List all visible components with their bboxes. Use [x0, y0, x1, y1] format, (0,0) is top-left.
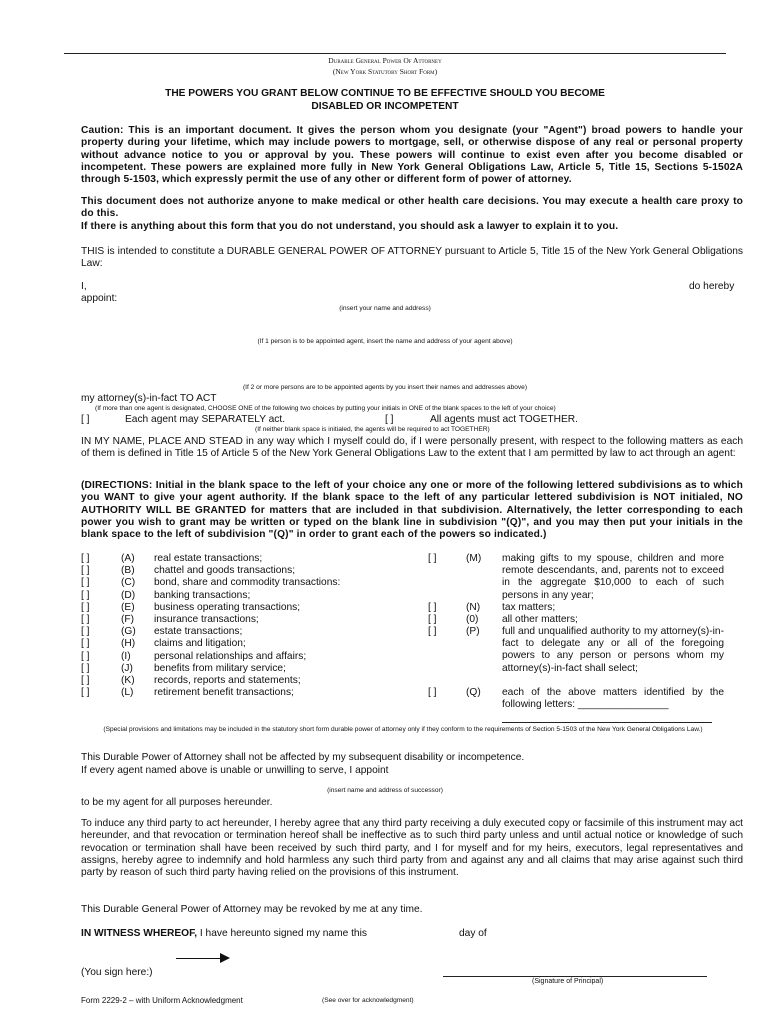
revocable-statement: This Durable General Power of Attorney may be revoked by me at any time. — [81, 904, 423, 915]
neither-note: (If neither blank space is initialed, the agents will be required to act TOGETHER) — [255, 426, 490, 433]
power-q-text: each of the above matters identified by the following letters: ________________ — [502, 687, 724, 711]
power-letter: (Q) — [466, 687, 481, 698]
warning-heading: THE POWERS YOU GRANT BELOW CONTINUE TO BE EFFECTIVE SHOULD YOU BECOME DISABLED OR INCOMPETENT — [165, 88, 605, 112]
power-letter: (D) — [121, 589, 136, 601]
separately-option: Each agent may SEPARATELY act. — [125, 414, 286, 425]
power-text: benefits from military service; — [154, 662, 286, 674]
successor-note: (insert name and address of successor) — [327, 787, 443, 794]
power-checkbox[interactable]: [ ] — [81, 675, 90, 686]
power-box[interactable]: [ ] — [428, 553, 437, 564]
witness-bold: IN WITNESS WHEREOF, — [81, 928, 198, 939]
power-checkbox[interactable]: [ ] — [81, 638, 90, 650]
power-letter: (C) — [121, 577, 136, 589]
power-row-c — [81, 577, 340, 588]
two-agent-note: (If 2 or more persons are to be appointed agents by you insert their names and addresses above) — [242, 384, 528, 391]
see-over-note: (See over for acknowledgment) — [322, 997, 414, 1004]
power-text: claims and litigation; — [154, 638, 246, 650]
power-letter: (M) — [466, 553, 482, 564]
signature-label: (Signature of Principal) — [532, 978, 604, 985]
q-letters-line — [502, 722, 712, 723]
form-subtitle: (New York Statutory Short Form) — [332, 67, 438, 76]
induce-paragraph: To induce any third party to act hereunder, I hereby agree that any third party receiving a duly executed copy or facsimile of this instrument may act hereunder, and that revocation or termination hereof shall be ineffective as to such third party unless and until actual notice or knowledge of such revocation or termination shall have been received by such third party, and I for myself and for my heirs, executors, legal representatives and assigns, hereby agree to indemnify and hold harmless any such third party from and against any and all claims that may arise against such third party by reason of such third party having relied on the provisions of this instrument. — [81, 818, 743, 879]
power-row-i — [81, 651, 306, 662]
power-letter: (B) — [121, 565, 135, 577]
power-box[interactable]: [ ] — [428, 626, 437, 637]
power-n-checkbox[interactable] — [428, 602, 480, 613]
you-sign-here: (You sign here:) — [81, 967, 153, 978]
intro-paragraph: THIS is intended to constitute a DURABLE GENERAL POWER OF ATTORNEY pursuant to Article 5, Title 15 of the New York General Obligations Law: — [81, 246, 743, 270]
power-checkbox[interactable]: [ ] — [81, 589, 90, 601]
power-m-text: making gifts to my spouse, children and more remote descendants, and, parents not to exceed in the aggregate $10,000 to each of such persons in any year; — [502, 553, 724, 601]
power-p-checkbox[interactable] — [428, 626, 480, 637]
separately-checkbox[interactable]: [ ] — [81, 414, 90, 425]
power-letter: (F) — [121, 614, 135, 625]
power-text: personal relationships and affairs; — [154, 650, 307, 662]
one-agent-note: (If 1 person is to be appointed agent, insert the name and address of your agent above) — [257, 338, 513, 345]
power-text: insurance transactions; — [154, 614, 259, 625]
power-checkbox[interactable]: [ ] — [81, 626, 90, 638]
power-text: banking transactions; — [154, 589, 251, 601]
power-letter: (H) — [121, 638, 136, 650]
power-letter: (A) — [121, 553, 135, 564]
power-row-e — [81, 602, 300, 613]
power-m-checkbox[interactable] — [428, 553, 481, 564]
power-row-j — [81, 663, 286, 674]
in-my-name-paragraph: IN MY NAME, PLACE AND STEAD in any way which I myself could do, if I were personally present, with respect to the following matters as each of them is defined in Title 15 of Article 5 of the New York General Obligations Law to the extent that I am permitted by law to act through an agent: — [81, 436, 743, 460]
power-letter: (E) — [121, 601, 135, 613]
day-of-text: day of — [459, 928, 487, 939]
power-row-d — [81, 590, 250, 601]
insert-name-note: (insert your name and address) — [339, 305, 431, 312]
power-checkbox[interactable]: [ ] — [81, 662, 90, 674]
witness-line — [81, 928, 367, 939]
signature-line[interactable] — [443, 976, 707, 977]
power-o-text: all other matters; — [502, 614, 578, 625]
power-n-text: tax matters; — [502, 602, 556, 613]
attorney-in-fact-text: my attorney(s)-in-fact TO ACT — [81, 393, 217, 404]
power-checkbox[interactable]: [ ] — [81, 553, 90, 564]
power-text: chattel and goods transactions; — [154, 565, 296, 577]
sign-arrow-line — [176, 958, 222, 959]
power-letter: (L) — [121, 687, 134, 699]
disability-statement: This Durable Power of Attorney shall not be affected by my subsequent disability or incompetence. — [81, 752, 525, 763]
do-hereby-text: do hereby — [689, 281, 735, 292]
arrow-right-icon — [220, 953, 230, 963]
power-box[interactable]: [ ] — [428, 614, 437, 625]
power-letter: (G) — [121, 626, 136, 638]
power-p-text: full and unqualified authority to my attorney(s)-in-fact to delegate any or all of the foregoing powers to any person or persons whom my attorney(s)-in-fact shall select; — [502, 626, 724, 674]
power-letter: (J) — [121, 662, 133, 674]
power-letter: (P) — [466, 626, 480, 637]
power-row-l — [81, 687, 294, 698]
power-row-b — [81, 565, 295, 576]
together-option: All agents must act TOGETHER. — [430, 414, 578, 425]
power-checkbox[interactable]: [ ] — [81, 614, 90, 625]
caution-medical: This document does not authorize anyone to make medical or other health care decisions. You may execute a health care proxy to do this. — [81, 196, 743, 220]
special-provisions-note: (Special provisions and limitations may be included in the statutory short form durable power of attorney only if they conform to the requirements of Section 5-1503 of the New York General Obligations Law.) — [103, 726, 703, 733]
caution-paragraph: Caution: This is an important document. It gives the person whom you designate (your "Agent") broad powers to handle your property during your lifetime, which may include powers to mortgage, sell, or otherwise dispose of any real or personal property without advance notice to you or approval by you. These powers will continue to exist even after you become disabled or incompetent. These powers are explained more fully in New York General Obligations Law, Article 5, Title 15, Sections 5-1502A through 5-1503, which expressly permit the use of any other or different form of power of attorney. — [81, 125, 743, 186]
power-text: real estate transactions; — [154, 553, 263, 564]
power-row-g — [81, 626, 242, 637]
power-checkbox[interactable]: [ ] — [81, 577, 90, 589]
together-checkbox[interactable]: [ ] — [385, 414, 394, 425]
power-checkbox[interactable]: [ ] — [81, 601, 90, 613]
power-text: bond, share and commodity transactions: — [154, 577, 341, 589]
top-rule — [64, 53, 726, 54]
power-o-checkbox[interactable] — [428, 614, 478, 625]
power-letter: (N) — [466, 602, 481, 613]
power-row-k — [81, 675, 301, 686]
power-checkbox[interactable]: [ ] — [81, 650, 90, 662]
power-row-a — [81, 553, 262, 564]
choose-note: (If more than one agent is designated, CHOOSE ONE of the following two choices by putting your initials in ONE of the blank spaces to the left of your choice) — [95, 405, 556, 412]
power-letter: (0) — [466, 614, 479, 625]
form-title: Durable General Power Of Attorney — [328, 56, 442, 65]
power-row-f — [81, 614, 259, 625]
power-letter: (I) — [121, 650, 131, 662]
power-q-checkbox[interactable] — [428, 687, 481, 698]
power-row-h — [81, 638, 246, 649]
power-text: business operating transactions; — [154, 601, 301, 613]
power-text: retirement benefit transactions; — [154, 687, 294, 699]
agent-all-purposes: to be my agent for all purposes hereunder. — [81, 797, 273, 808]
i-label: I, — [81, 281, 87, 292]
power-text: estate transactions; — [154, 626, 243, 638]
power-letter: (K) — [121, 675, 135, 686]
witness-rest: I have hereunto signed my name this — [197, 928, 367, 939]
power-checkbox[interactable]: [ ] — [81, 565, 90, 577]
power-box[interactable]: [ ] — [428, 687, 437, 698]
appoint-text: appoint: — [81, 293, 118, 304]
power-box[interactable]: [ ] — [428, 602, 437, 613]
power-checkbox[interactable]: [ ] — [81, 687, 90, 699]
form-id: Form 2229-2 – with Uniform Acknowledgment — [81, 996, 243, 1005]
caution-lawyer: If there is anything about this form that you do not understand, you should ask a lawyer to explain it to you. — [81, 221, 619, 232]
power-text: records, reports and statements; — [154, 675, 301, 686]
successor-statement: If every agent named above is unable or unwilling to serve, I appoint — [81, 765, 389, 776]
directions-paragraph: (DIRECTIONS: Initial in the blank space to the left of your choice any one or more of the following lettered subdivisions as to which you WANT to give your agent authority. If the blank space to the left of any particular lettered subdivision is NOT initialed, NO AUTHORITY WILL BE GRANTED for matters that are included in that subdivision. Alternatively, the letter corresponding to each power you wish to grant may be written or typed on the blank line in subdivision "(Q)", and you may then put your initials in the blank space to the left of subdivision "(Q)" in order to grant each of the powers so indicated.) — [81, 480, 743, 541]
